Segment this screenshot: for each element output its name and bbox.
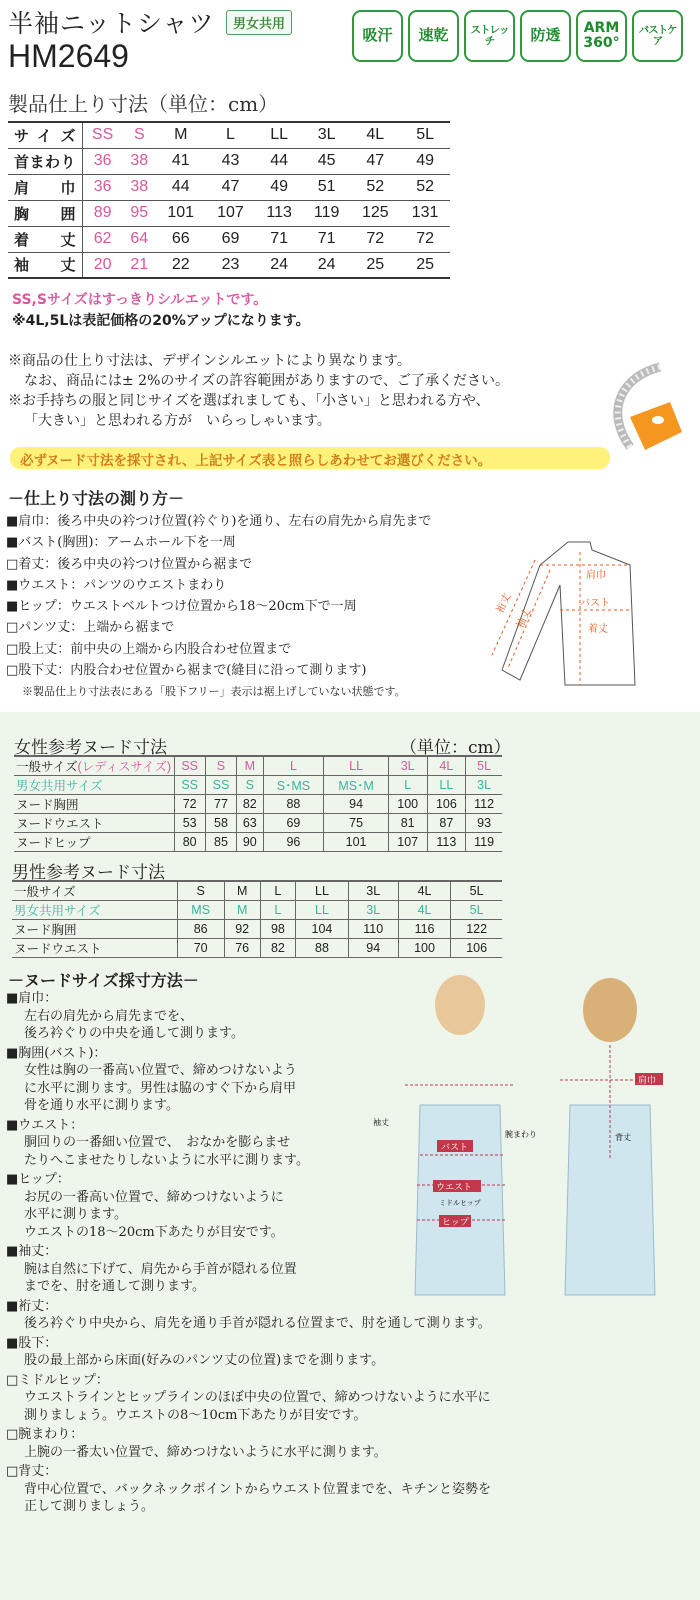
size-cell: S <box>177 881 224 901</box>
item-heading: ■ヒップ： <box>6 1172 70 1187</box>
row-label: 胸囲 <box>8 200 82 226</box>
unisex-cell: SS <box>205 776 236 795</box>
value-cell: 80 <box>174 833 205 852</box>
value-cell: 113 <box>427 833 466 852</box>
notice-line: なお、商品には± 2%のサイズの許容範囲がありますので、ご了承ください。 <box>24 373 509 389</box>
unisex-cell: S <box>237 776 263 795</box>
label-suffix: (レディスサイズ) <box>77 760 172 774</box>
value-cell: 93 <box>466 814 502 833</box>
value-cell: 106 <box>451 939 502 958</box>
unisex-cell: SS <box>174 776 205 795</box>
men-nude-table <box>12 880 502 958</box>
value-cell: 72 <box>174 795 205 814</box>
item-heading: □ミドルヒップ： <box>6 1372 109 1388</box>
unisex-cell: LL <box>427 776 466 795</box>
item-heading: ■裄丈： <box>6 1298 58 1314</box>
value-cell: 43 <box>206 148 256 174</box>
fig-label-bust: バスト <box>441 1143 469 1153</box>
value-cell: 112 <box>466 795 502 814</box>
value-cell: 38 <box>123 148 156 174</box>
item-line: 腕は自然に下げて、肩先から手首が隠れる位置 <box>24 1261 297 1277</box>
value-cell: 125 <box>350 200 400 226</box>
value-cell: 52 <box>400 174 450 200</box>
fig-label-waist: ウエスト <box>436 1183 473 1193</box>
value-cell: 119 <box>466 833 502 852</box>
table-row <box>12 920 502 939</box>
table-row <box>14 833 502 852</box>
list-item: □着丈：後ろ中央の衿つけ位置から裾まで <box>6 556 253 572</box>
value-cell: 88 <box>296 939 348 958</box>
notices <box>8 351 509 431</box>
value-cell: 49 <box>400 148 450 174</box>
header-cell: 5L <box>400 122 450 148</box>
value-cell: 22 <box>156 252 206 278</box>
list-item: □股上丈：前中央の上端から内股合わせ位置まで <box>6 641 292 657</box>
value-cell: 62 <box>82 226 123 252</box>
item-heading: ■ウエスト： <box>6 1117 84 1133</box>
women-nude-table <box>14 755 502 852</box>
value-cell: 25 <box>400 252 450 278</box>
value-cell: 72 <box>350 226 400 252</box>
value-cell: 77 <box>205 795 236 814</box>
table-row <box>8 252 450 278</box>
size-cell: LL <box>296 881 348 901</box>
diagram-label-yuki: 裄丈 <box>495 592 514 615</box>
value-cell: 21 <box>123 252 156 278</box>
value-cell: 107 <box>206 200 256 226</box>
item-line: ウエストラインとヒップラインのほぼ中央の位置で、締めつけないように水平に <box>24 1390 491 1405</box>
size-cell: L <box>260 881 296 901</box>
tape-measure-icon <box>600 362 684 452</box>
header-cell: M <box>156 122 206 148</box>
notice-line: ※商品の仕上り寸法は、デザインシルエットにより異なります。 <box>8 353 411 369</box>
size-cell: M <box>224 881 260 901</box>
unisex-size-label: 男女共用サイズ <box>12 901 177 920</box>
fig-label-hip: ヒップ <box>442 1218 469 1228</box>
size-cell: S <box>205 756 236 776</box>
value-cell: 89 <box>82 200 123 226</box>
measure-method-title: －仕上り寸法の測り方－ <box>8 489 185 508</box>
item-line: 左右の肩先から肩先までを、 <box>24 1008 194 1024</box>
item-heading: ■胸囲(バスト)： <box>6 1045 107 1061</box>
diagram-label-shoulder: 肩巾 <box>586 570 606 581</box>
value-cell: 71 <box>303 226 351 252</box>
unisex-cell: 3L <box>466 776 502 795</box>
value-cell: 47 <box>350 148 400 174</box>
header-cell: SS <box>82 122 123 148</box>
women-nude-title: 女性参考ヌード寸法 <box>14 738 167 758</box>
unisex-cell: LL <box>296 901 348 920</box>
value-cell: 101 <box>156 200 206 226</box>
unisex-cell: 4L <box>398 901 450 920</box>
list-item <box>6 1463 491 1516</box>
diagram-label-length: 着丈 <box>588 624 608 635</box>
value-cell: 38 <box>123 174 156 200</box>
item-line: 骨を通り水平に測ります。 <box>24 1098 179 1113</box>
item-line: 水平に測ります。 <box>24 1207 127 1222</box>
value-cell: 116 <box>398 920 450 939</box>
row-label: ヌードウエスト <box>14 814 174 833</box>
table-row <box>8 122 450 148</box>
value-cell: 63 <box>237 814 263 833</box>
diagram-label-bust: バスト <box>580 598 610 609</box>
size-cell: SS <box>174 756 205 776</box>
table-row <box>14 776 502 795</box>
unisex-cell: M <box>224 901 260 920</box>
size-cell: M <box>237 756 263 776</box>
value-cell: 76 <box>224 939 260 958</box>
item-line: 後ろ衿ぐりの中央を通して測ります。 <box>24 1026 244 1041</box>
table-row <box>14 795 502 814</box>
item-heading: □背丈： <box>6 1464 58 1479</box>
product-size-title: 製品仕上り寸法（単位：cm） <box>8 92 279 116</box>
row-label: ヌードヒップ <box>14 833 174 852</box>
unisex-cell: S･MS <box>263 776 324 795</box>
measure-method-list <box>6 511 431 703</box>
value-cell: 88 <box>263 795 324 814</box>
table-row <box>12 881 502 901</box>
item-line: たりへこませたりしないように水平に測ります。 <box>24 1152 309 1168</box>
label-text: 一般サイズ <box>16 760 78 774</box>
value-cell: 64 <box>123 226 156 252</box>
feature-badge-seethrough: 防透 <box>520 10 571 62</box>
value-cell: 110 <box>348 920 398 939</box>
size-cell: 5L <box>451 881 502 901</box>
value-cell: 101 <box>324 833 389 852</box>
table-row <box>12 939 502 958</box>
value-cell: 107 <box>388 833 427 852</box>
table-row <box>8 226 450 252</box>
value-cell: 44 <box>156 174 206 200</box>
value-cell: 119 <box>303 200 351 226</box>
value-cell: 104 <box>296 920 348 939</box>
row-label: 肩巾 <box>8 174 82 200</box>
row-label: ヌード胸囲 <box>12 920 177 939</box>
value-cell: 58 <box>205 814 236 833</box>
product-code: HM2649 <box>8 38 129 74</box>
value-cell: 92 <box>224 920 260 939</box>
list-item: ■バスト(胸囲)：アームホール下を一周 <box>6 535 236 551</box>
value-cell: 24 <box>255 252 303 278</box>
highlight-banner: 必ずヌード寸法を採寸され、上記サイズ表と照らしあわせてお選びください。 <box>10 447 610 469</box>
value-cell: 36 <box>82 148 123 174</box>
women-nude-unit: （単位：cm） <box>400 738 511 758</box>
fig-label-back: 背丈 <box>615 1133 631 1142</box>
item-line: 後ろ衿ぐり中央から、肩先を通り手首が隠れる位置まで、肘を通して測ります。 <box>24 1316 491 1331</box>
body-measurement-figure <box>365 975 695 1345</box>
diagram-label-sleeve: 袖丈 <box>515 607 534 630</box>
list-item <box>6 1426 491 1461</box>
value-cell: 106 <box>427 795 466 814</box>
list-item <box>6 1372 491 1425</box>
value-cell: 86 <box>177 920 224 939</box>
fig-label-shoulder: 肩巾 <box>638 1076 657 1086</box>
size-cell: L <box>263 756 324 776</box>
value-cell: 69 <box>206 226 256 252</box>
unisex-cell: MS･M <box>324 776 389 795</box>
men-nude-title: 男性参考ヌード寸法 <box>12 863 165 883</box>
value-cell: 96 <box>263 833 324 852</box>
header-cell: 3L <box>303 122 351 148</box>
size-cell: LL <box>324 756 389 776</box>
table-row <box>14 756 502 776</box>
item-line: に水平に測ります。男性は脇のすぐ下から肩甲 <box>24 1080 296 1096</box>
item-heading: ■肩巾： <box>6 991 58 1006</box>
header-cell: サイズ <box>8 122 82 148</box>
unisex-cell: L <box>260 901 296 920</box>
value-cell: 85 <box>205 833 236 852</box>
feature-badge-stretch: ストレッチ <box>464 10 515 62</box>
table-row <box>14 814 502 833</box>
value-cell: 24 <box>303 252 351 278</box>
size-cell: 4L <box>398 881 450 901</box>
row-label: 袖丈 <box>8 252 82 278</box>
fig-label-middle-hip: ミドルヒップ <box>439 1199 481 1207</box>
item-line: 上腕の一番太い位置で、締めつけないように水平に測ります。 <box>24 1444 387 1460</box>
fig-label-arm: 腕まわり <box>505 1130 537 1139</box>
item-heading: ■股下： <box>6 1335 58 1351</box>
item-line: までを、肘を通して測ります。 <box>24 1279 205 1294</box>
unisex-size-label: 男女共用サイズ <box>14 776 174 795</box>
item-line: 女性は胸の一番高い位置で、締めつけないよう <box>24 1063 297 1078</box>
size-notes <box>12 290 310 332</box>
nude-method-title: －ヌードサイズ採寸方法－ <box>8 971 199 990</box>
value-cell: 100 <box>398 939 450 958</box>
feature-badge-arm360: ARM 360° <box>576 10 627 62</box>
value-cell: 90 <box>237 833 263 852</box>
value-cell: 47 <box>206 174 256 200</box>
table-row <box>8 174 450 200</box>
value-cell: 45 <box>303 148 351 174</box>
jacket-diagram <box>480 540 660 690</box>
value-cell: 95 <box>123 200 156 226</box>
list-item: ■ヒップ：ウエストベルトつけ位置から18〜20cm下で一周 <box>6 599 357 615</box>
table-row <box>8 148 450 174</box>
footnote: ※製品仕上り寸法表にある「股下フリー」表示は裾上げしていない状態です。 <box>22 685 406 699</box>
unisex-cell: MS <box>177 901 224 920</box>
value-cell: 53 <box>174 814 205 833</box>
value-cell: 122 <box>451 920 502 939</box>
product-title: 半袖ニットシャツ <box>8 9 215 38</box>
slim-note: SS,Sサイズはすっきりシルエットです。 <box>12 292 268 308</box>
row-label: 首まわり <box>8 148 82 174</box>
value-cell: 44 <box>255 148 303 174</box>
product-size-table <box>8 121 450 279</box>
value-cell: 41 <box>156 148 206 174</box>
size-cell: 3L <box>388 756 427 776</box>
value-cell: 69 <box>263 814 324 833</box>
item-line: 股の最上部から床面(好みのパンツ丈の位置)までを測ります。 <box>24 1353 385 1368</box>
value-cell: 52 <box>350 174 400 200</box>
value-cell: 82 <box>237 795 263 814</box>
value-cell: 23 <box>206 252 256 278</box>
general-size-label: 一般サイズ <box>12 881 177 901</box>
unisex-cell: 5L <box>451 901 502 920</box>
unisex-cell: L <box>388 776 427 795</box>
value-cell: 94 <box>324 795 389 814</box>
header-cell: 4L <box>350 122 400 148</box>
general-size-label <box>14 756 174 776</box>
list-item: ■ウエスト：パンツのウエストまわり <box>6 577 227 593</box>
list-item: □パンツ丈：上端から裾まで <box>6 620 175 636</box>
value-cell: 87 <box>427 814 466 833</box>
value-cell: 100 <box>388 795 427 814</box>
size-cell: 5L <box>466 756 502 776</box>
value-cell: 51 <box>303 174 351 200</box>
header-cell: LL <box>255 122 303 148</box>
row-label: ヌードウエスト <box>12 939 177 958</box>
value-cell: 66 <box>156 226 206 252</box>
value-cell: 98 <box>260 920 296 939</box>
value-cell: 94 <box>348 939 398 958</box>
item-heading: □腕まわり： <box>6 1427 84 1442</box>
list-item: □股下丈：内股合わせ位置から裾まで(縫目に沿って測ります) <box>6 663 367 679</box>
header-cell: L <box>206 122 256 148</box>
item-line: 背中心位置で、バックネックポイントからウエスト位置までを、キチンと姿勢を <box>24 1481 491 1497</box>
size-cell: 4L <box>427 756 466 776</box>
feature-badge-sweat: 吸汗 <box>352 10 403 62</box>
item-line: ウエストの18〜20cm下あたりが目安です。 <box>24 1224 284 1240</box>
value-cell: 75 <box>324 814 389 833</box>
price-note: ※4L,5Lは表記価格の20%アップになります。 <box>12 313 310 329</box>
unisex-badge: 男女共用 <box>226 10 292 35</box>
item-line: 正して測りましょう。 <box>24 1499 155 1514</box>
header-cell: S <box>123 122 156 148</box>
value-cell: 49 <box>255 174 303 200</box>
feature-badge-bustcare: バストケア <box>632 10 683 62</box>
notice-line: 「大きい」と思われる方が いらっしゃいます。 <box>24 413 331 429</box>
feature-badge-quickdry: 速乾 <box>408 10 459 62</box>
feature-badges <box>352 10 683 62</box>
value-cell: 131 <box>400 200 450 226</box>
table-row <box>12 901 502 920</box>
item-line: 胴回りの一番細い位置で、 おなかを膨らませ <box>24 1135 291 1150</box>
value-cell: 71 <box>255 226 303 252</box>
unisex-cell: 3L <box>348 901 398 920</box>
value-cell: 113 <box>255 200 303 226</box>
value-cell: 70 <box>177 939 224 958</box>
row-label: ヌード胸囲 <box>14 795 174 814</box>
item-heading: ■袖丈： <box>6 1244 58 1259</box>
value-cell: 82 <box>260 939 296 958</box>
value-cell: 20 <box>82 252 123 278</box>
size-cell: 3L <box>348 881 398 901</box>
item-line: お尻の一番高い位置で、締めつけないように <box>24 1189 284 1205</box>
value-cell: 81 <box>388 814 427 833</box>
row-label: 着丈 <box>8 226 82 252</box>
value-cell: 25 <box>350 252 400 278</box>
notice-line: ※お手持ちの服と同じサイズを選ばれましても、「小さい」と思われる方や、 <box>8 393 490 409</box>
item-line: 測りましょう。ウエストの8〜10cm下あたりが目安です。 <box>24 1407 367 1423</box>
value-cell: 36 <box>82 174 123 200</box>
value-cell: 72 <box>400 226 450 252</box>
fig-label-sleeve: 袖丈 <box>373 1118 389 1127</box>
table-row <box>8 200 450 226</box>
list-item: ■肩巾：後ろ中央の衿つけ位置(衿ぐり)を通り、左右の肩先から肩先まで <box>6 514 432 529</box>
